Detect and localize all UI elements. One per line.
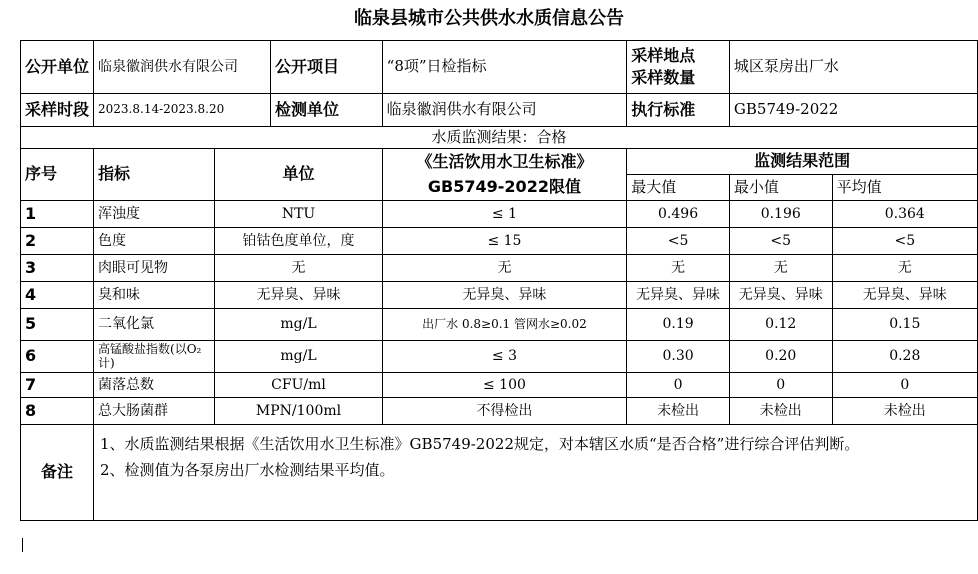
row-no: 1 (21, 201, 94, 228)
site-value: 城区泵房出厂水 (729, 41, 977, 94)
row-limit: 出厂水 0.8≥0.1 管网水≥0.02 (382, 309, 627, 341)
row-limit: ≤ 1 (382, 201, 627, 228)
unit-value: 临泉徽润供水有限公司 (94, 41, 271, 93)
row-no: 2 (21, 228, 94, 255)
col-header-limit-line-2: GB5749-2022限值 (427, 176, 581, 196)
table-row (21, 282, 978, 309)
row-limit: 不得检出 (382, 398, 627, 425)
col-header-min: 最小值 (729, 175, 832, 201)
notes-line-1: 1、水质监测结果根据《生活饮用水卫生标准》GB5749-2022规定，对本辖区水质“是否合格”进行综合评估判断。 (100, 435, 860, 453)
row-no: 5 (21, 309, 94, 341)
period-value: 2023.8.14-2023.8.20 (94, 94, 271, 126)
row-avg: <5 (832, 228, 977, 255)
row-no: 3 (21, 255, 94, 282)
table-row (21, 341, 978, 373)
col-header-range: 监测结果范围 (627, 149, 978, 175)
row-avg: 无 (832, 255, 977, 282)
row-avg: 0.28 (832, 341, 977, 373)
page-title: 临泉县城市公共供水水质信息公告 (354, 8, 624, 29)
row-indicator: 菌落总数 (94, 373, 215, 398)
std-label: 执行标准 (627, 94, 730, 127)
unit-label: 公开单位 (21, 41, 94, 94)
row-min: 无 (729, 255, 832, 282)
row-no: 6 (21, 341, 94, 373)
row-unit: NTU (215, 201, 382, 228)
row-limit: ≤ 100 (382, 373, 627, 398)
row-no: 7 (21, 373, 94, 398)
table-row (21, 255, 978, 282)
col-header-avg: 平均值 (832, 175, 977, 201)
row-avg: 0 (832, 373, 977, 398)
row-avg: 未检出 (832, 398, 977, 425)
table-row (21, 398, 978, 425)
row-indicator: 肉眼可见物 (94, 255, 215, 282)
col-header-limit (382, 149, 627, 201)
row-min: 0 (729, 373, 832, 398)
water-quality-table (20, 40, 978, 521)
row-max: 0 (627, 373, 730, 398)
row-avg: 0.364 (832, 201, 977, 228)
row-unit: CFU/ml (215, 373, 382, 398)
row-limit: 无异臭、异味 (382, 282, 627, 309)
col-header-max: 最大值 (627, 175, 730, 201)
row-min: <5 (729, 228, 832, 255)
row-unit: mg/L (215, 309, 382, 341)
row-min: 0.196 (729, 201, 832, 228)
row-min: 0.20 (729, 341, 832, 373)
row-indicator: 二氧化氯 (94, 309, 215, 341)
notes-label: 备注 (21, 425, 94, 521)
row-unit: 无异臭、异味 (215, 282, 382, 309)
row-max: 0.19 (627, 309, 730, 341)
row-max: 无异臭、异味 (627, 282, 730, 309)
row-max: <5 (627, 228, 730, 255)
row-indicator: 总大肠菌群 (94, 398, 215, 425)
row-min: 无异臭、异味 (729, 282, 832, 309)
row-unit: mg/L (215, 341, 382, 373)
table-row (21, 201, 978, 228)
table-row (21, 309, 978, 341)
row-limit: 无 (382, 255, 627, 282)
row-max: 未检出 (627, 398, 730, 425)
row-indicator: 浑浊度 (94, 201, 215, 228)
result-summary: 水质监测结果：合格 (21, 127, 978, 149)
text-cursor (22, 538, 23, 552)
site-label (627, 41, 730, 94)
site-label-line-2: 采样数量 (631, 68, 696, 87)
row-max: 0.496 (627, 201, 730, 228)
row-min: 未检出 (729, 398, 832, 425)
col-header-indicator: 指标 (94, 149, 215, 201)
row-indicator: 色度 (94, 228, 215, 255)
row-indicator: 臭和味 (94, 282, 215, 309)
lab-label: 检测单位 (275, 99, 340, 119)
row-unit: 无 (215, 255, 382, 282)
row-limit: ≤ 15 (382, 228, 627, 255)
notes-body (94, 425, 978, 521)
site-label-line-1: 采样地点 (631, 45, 696, 65)
row-unit: 铂钴色度单位，度 (215, 228, 382, 255)
row-unit: MPN/100ml (215, 398, 382, 425)
notes-line-2: 2、检测值为各泵房出厂水检测结果平均值。 (100, 461, 395, 480)
row-no: 8 (21, 398, 94, 425)
period-label: 采样时段 (21, 94, 94, 127)
lab-value: 临泉徽润供水有限公司 (382, 94, 627, 127)
row-avg: 无异臭、异味 (832, 282, 977, 309)
std-value: GB5749-2022 (729, 94, 977, 127)
row-avg: 0.15 (832, 309, 977, 341)
col-header-no: 序号 (21, 149, 94, 201)
row-no: 4 (21, 282, 94, 309)
col-header-unit: 单位 (215, 149, 382, 201)
project-label: 公开项目 (275, 56, 340, 76)
row-min: 0.12 (729, 309, 832, 341)
row-max: 无 (627, 255, 730, 282)
row-max: 0.30 (627, 341, 730, 373)
col-header-limit-line-1: 《生活饮用水卫生标准》 (416, 151, 593, 171)
row-limit: ≤ 3 (382, 341, 627, 373)
row-indicator: 高锰酸盐指数(以O₂计) (94, 341, 215, 373)
project-value: “8项”日检指标 (386, 57, 487, 76)
table-row (21, 373, 978, 398)
table-row (21, 228, 978, 255)
